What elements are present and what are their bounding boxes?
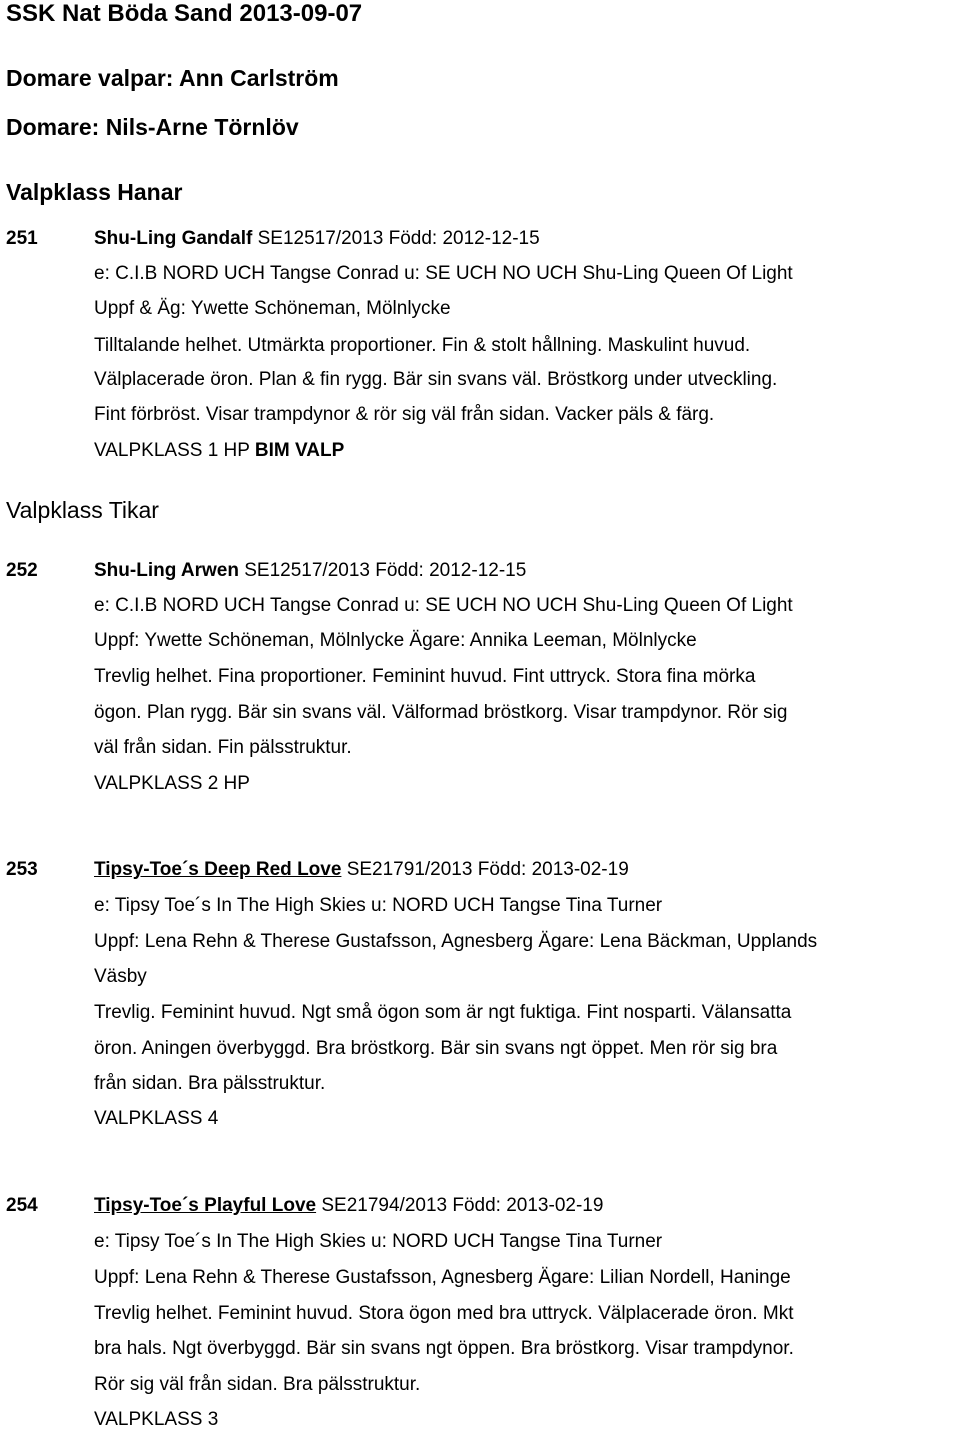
critique-line: Välplacerade öron. Plan & fin rygg. Bär sin svans väl. Bröstkorg under utveckling. bbox=[94, 369, 778, 390]
dog-name: Tipsy-Toe´s Playful Love bbox=[94, 1195, 317, 1216]
dog-name: Shu-Ling Arwen bbox=[94, 560, 239, 581]
result-text: VALPKLASS 4 bbox=[94, 1108, 219, 1129]
critique-line: Rör sig väl från sidan. Bra pälsstruktur. bbox=[94, 1374, 421, 1395]
show-title: SSK Nat Böda Sand 2013-09-07 bbox=[6, 0, 363, 27]
entry-number: 254 bbox=[6, 1195, 38, 1216]
critique-line: bra hals. Ngt överbyggd. Bär sin svans ngt öppen. Bra bröstkorg. Visar trampdynor. bbox=[94, 1338, 794, 1359]
critique-line: Tilltalande helhet. Utmärkta proportioner. Fin & stolt hållning. Maskulint huvud. bbox=[94, 335, 751, 356]
entry-number: 251 bbox=[6, 228, 38, 249]
dog-registration: SE21791/2013 Född: 2013-02-19 bbox=[346, 859, 629, 880]
judge: Domare: Nils-Arne Törnlöv bbox=[6, 114, 299, 140]
critique-line: väl från sidan. Fin pälsstruktur. bbox=[94, 737, 352, 758]
entry-header bbox=[94, 860, 629, 879]
dog-parents: e: Tipsy Toe´s In The High Skies u: NORD UCH Tangse Tina Turner bbox=[94, 895, 663, 916]
dog-parents: e: Tipsy Toe´s In The High Skies u: NORD UCH Tangse Tina Turner bbox=[94, 1231, 663, 1252]
dog-owner: Uppf: Lena Rehn & Therese Gustafsson, Agnesberg Ägare: Lilian Nordell, Haninge bbox=[94, 1267, 791, 1288]
dog-name: Shu-Ling Gandalf bbox=[94, 228, 253, 249]
dog-owner: Uppf: Lena Rehn & Therese Gustafsson, Agnesberg Ägare: Lena Bäckman, Upplands bbox=[94, 931, 818, 952]
critique-line: Trevlig. Feminint huvud. Ngt små ögon som är ngt fuktiga. Fint nosparti. Välansatta bbox=[94, 1002, 792, 1023]
dog-owner: Uppf & Äg: Ywette Schöneman, Mölnlycke bbox=[94, 298, 451, 319]
critique-line: Fint förbröst. Visar trampdynor & rör sig väl från sidan. Vacker päls & färg. bbox=[94, 404, 715, 425]
critique-line: öron. Aningen överbyggd. Bra bröstkorg. Bär sin svans ngt öppet. Men rör sig bra bbox=[94, 1038, 778, 1059]
critique-line: Trevlig helhet. Feminint huvud. Stora ögon med bra uttryck. Välplacerade öron. Mkt bbox=[94, 1303, 794, 1324]
result-text: VALPKLASS 3 bbox=[94, 1409, 219, 1430]
result-text: VALPKLASS 1 HP bbox=[94, 440, 250, 461]
dog-registration: SE21794/2013 Född: 2013-02-19 bbox=[321, 1195, 604, 1216]
result-text: VALPKLASS 2 HP bbox=[94, 773, 250, 794]
class-heading-females: Valpklass Tikar bbox=[6, 497, 159, 523]
dog-owner: Uppf: Ywette Schöneman, Mölnlycke Ägare: Annika Leeman, Mölnlycke bbox=[94, 630, 697, 651]
dog-owner-cont: Väsby bbox=[94, 966, 147, 987]
award-text: BIM VALP bbox=[254, 440, 345, 461]
critique-line: Trevlig helhet. Fina proportioner. Feminint huvud. Fint uttryck. Stora fina mörka bbox=[94, 666, 756, 687]
dog-name: Tipsy-Toe´s Deep Red Love bbox=[94, 859, 342, 880]
entry-header bbox=[94, 1196, 603, 1215]
judge-puppies: Domare valpar: Ann Carlström bbox=[6, 65, 339, 91]
dog-registration: SE12517/2013 Född: 2012-12-15 bbox=[244, 560, 527, 581]
entry-header bbox=[94, 229, 540, 248]
class-heading-males: Valpklass Hanar bbox=[6, 179, 183, 205]
dog-registration: SE12517/2013 Född: 2012-12-15 bbox=[257, 228, 540, 249]
entry-header bbox=[94, 561, 526, 580]
critique-line: från sidan. Bra pälsstruktur. bbox=[94, 1073, 326, 1094]
critique-line: ögon. Plan rygg. Bär sin svans väl. Välformad bröstkorg. Visar trampdynor. Rör sig bbox=[94, 702, 788, 723]
dog-parents: e: C.I.B NORD UCH Tangse Conrad u: SE UCH NO UCH Shu-Ling Queen Of Light bbox=[94, 595, 793, 616]
entry-number: 253 bbox=[6, 859, 38, 880]
entry-number: 252 bbox=[6, 560, 38, 581]
dog-parents: e: C.I.B NORD UCH Tangse Conrad u: SE UCH NO UCH Shu-Ling Queen Of Light bbox=[94, 263, 793, 284]
entry-result bbox=[94, 441, 344, 460]
